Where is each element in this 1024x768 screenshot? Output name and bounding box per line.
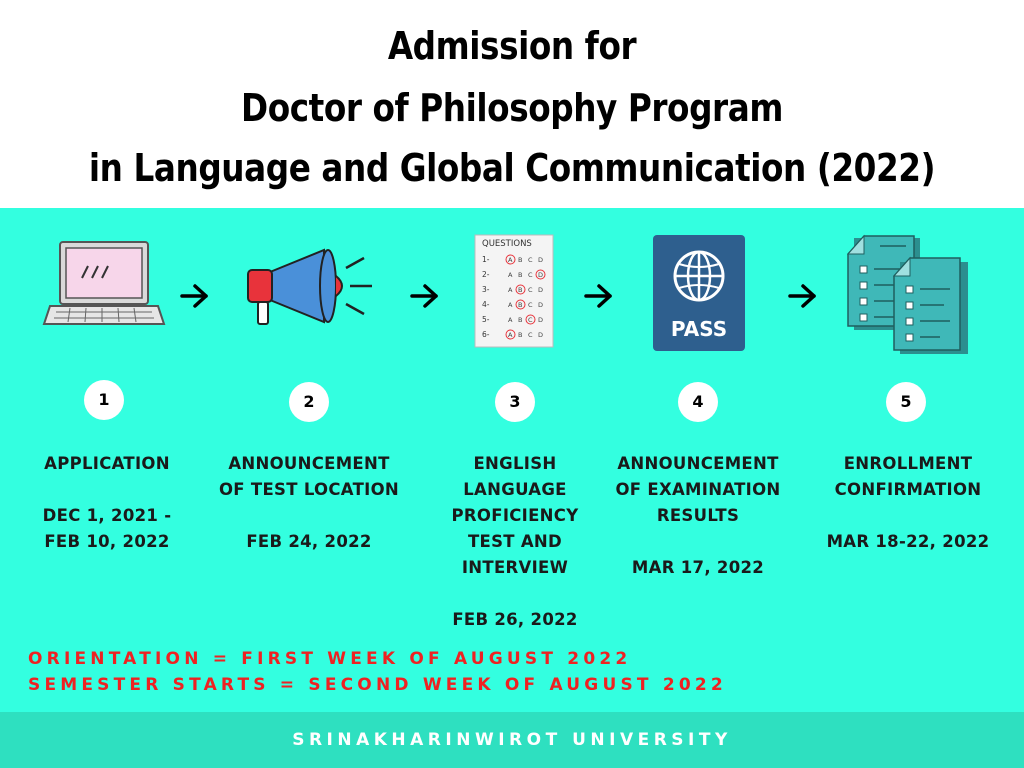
- answer-choice: C: [528, 316, 533, 324]
- answer-choice: A: [508, 316, 513, 324]
- answer-choice: C: [528, 331, 533, 339]
- question-row-number: 5-: [482, 315, 490, 324]
- answer-choice: A: [508, 271, 513, 279]
- step-date-test-location: FEB 24, 2022: [246, 532, 372, 551]
- orientation-note: ORIENTATION = FIRST WEEK OF AUGUST 2022: [28, 649, 632, 669]
- title-line-2: Doctor of Philosophy Program: [241, 86, 783, 130]
- step-date-application: DEC 1, 2021 - FEB 10, 2022: [42, 506, 172, 551]
- question-row-number: 3-: [482, 285, 490, 294]
- answer-choice: C: [528, 271, 533, 279]
- footer-band: [0, 712, 1024, 768]
- timeline-panel: [0, 208, 1024, 712]
- title-line-3: in Language and Global Communication (2022): [88, 146, 936, 190]
- step-label-exam-results: ANNOUNCEMENT OF EXAMINATION RESULTS: [615, 454, 781, 525]
- step-label-english-test: ENGLISH LANGUAGE PROFICIENCY TEST AND INTERVIEW: [451, 454, 579, 577]
- step-date-enrollment: MAR 18-22, 2022: [826, 532, 990, 551]
- answer-choice: C: [528, 301, 533, 309]
- answer-choice: B: [518, 256, 523, 264]
- step-label-enrollment: ENROLLMENT CONFIRMATION: [834, 454, 982, 499]
- step-label-test-location: ANNOUNCEMENT OF TEST LOCATION: [218, 454, 400, 499]
- title-line-1: Admission for: [387, 24, 637, 68]
- arrow-right-icon: [584, 283, 614, 309]
- answer-choice: A: [508, 331, 513, 339]
- megaphone-icon: [240, 246, 380, 328]
- questions-sheet-icon: [474, 234, 554, 348]
- answer-choice: B: [518, 271, 523, 279]
- arrow-right-icon: [180, 283, 210, 309]
- answer-choice: B: [518, 301, 523, 309]
- arrow-right-icon: [410, 283, 440, 309]
- answer-choice: B: [518, 331, 523, 339]
- step-date-english-test: FEB 26, 2022: [452, 610, 578, 629]
- checklist-documents-icon: [840, 232, 972, 358]
- semester-note: SEMESTER STARTS = SECOND WEEK OF AUGUST 2022: [28, 675, 727, 695]
- answer-choice: D: [538, 256, 544, 264]
- title-area: [0, 0, 1024, 208]
- arrow-right-icon: [788, 283, 818, 309]
- passport-text: PASS: [670, 317, 728, 341]
- answer-choice: C: [528, 286, 533, 294]
- question-row-number: 2-: [482, 270, 490, 279]
- question-row-number: 1-: [482, 255, 490, 264]
- passport-icon: [652, 234, 746, 352]
- step-number-2: 2: [289, 382, 329, 422]
- answer-choice: B: [518, 316, 523, 324]
- step-date-exam-results: MAR 17, 2022: [631, 558, 765, 577]
- answer-choice: C: [528, 256, 533, 264]
- question-row-number: 6-: [482, 330, 490, 339]
- step-label-application: APPLICATION: [44, 454, 170, 473]
- step-number-3: 3: [495, 382, 535, 422]
- questions-heading: QUESTIONS: [482, 239, 532, 249]
- step-number-1: 1: [84, 380, 124, 420]
- answer-choice: A: [508, 301, 513, 309]
- step-number-5: 5: [886, 382, 926, 422]
- answer-choice: B: [518, 286, 523, 294]
- footer-university-name: SRINAKHARINWIROT UNIVERSITY: [292, 730, 732, 750]
- answer-choice: A: [508, 256, 513, 264]
- answer-choice: D: [538, 316, 544, 324]
- answer-choice: D: [538, 331, 544, 339]
- answer-choice: D: [538, 286, 544, 294]
- answer-choice: D: [538, 301, 544, 309]
- answer-choice: D: [538, 271, 544, 279]
- laptop-icon: [42, 238, 166, 330]
- question-row-number: 4-: [482, 300, 490, 309]
- step-number-4: 4: [678, 382, 718, 422]
- answer-choice: A: [508, 286, 513, 294]
